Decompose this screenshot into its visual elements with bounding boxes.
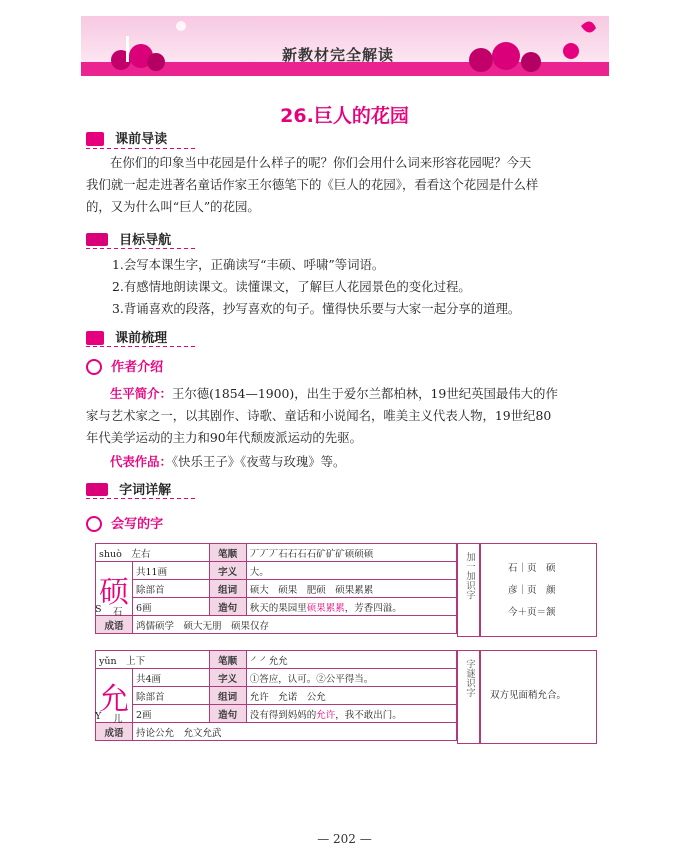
works-text: 《快乐王子》《夜莺与玫瑰》等。: [171, 454, 346, 469]
author-bio-line-3: 年代美学运动的主力和90年代颓废派运动的先驱。: [86, 430, 362, 445]
label-sentence: 造句: [209, 598, 246, 616]
write-chars-heading-block: [86, 513, 163, 532]
stroke-count: 共11画: [133, 562, 210, 580]
char-pinyin: shuò 左右: [96, 544, 210, 562]
label-sentence: 造句: [209, 705, 246, 723]
char-idioms: 鸿儒硕学 硕大无朋 硕果仅存: [133, 616, 457, 634]
review-heading: 课前梳理: [115, 331, 168, 346]
page-number: — 202 —: [317, 832, 372, 846]
label-phrases: 组词: [209, 687, 246, 705]
char-strokes: 丆丆丆石石石石矿矿矿硕硕硕: [246, 544, 456, 562]
divider: [86, 148, 196, 149]
char-card-shuo: [95, 543, 457, 634]
char-idioms: 持论公允 允文允武: [133, 723, 457, 741]
author-bio-line-1: [110, 383, 615, 405]
char-card-yun: [95, 650, 457, 741]
chapter-title: 26.巨人的花园: [280, 105, 409, 127]
char-sentence: 秋天的果园里硕果累累，芳香四溢。: [246, 598, 456, 616]
side-content: 双方见面稍允合。: [490, 690, 567, 701]
label-idioms: 成语: [96, 723, 133, 741]
preview-heading: 课前导读: [115, 132, 168, 147]
char-sentence: 没有得到妈妈的允许，我不敢出门。: [246, 705, 456, 723]
character: 硕: [96, 562, 133, 616]
goals-heading: 目标导航: [119, 233, 172, 248]
label-meaning: 字义: [209, 562, 246, 580]
index-letter: S: [95, 604, 102, 615]
side-line: 彦｜页 颜: [508, 585, 556, 596]
bio-text-1: 王尔德(1854—1900)，出生于爱尔兰都柏林，19世纪英国最伟大的作: [171, 386, 558, 401]
char-meaning: ①答应，认可。②公平得当。: [246, 669, 456, 687]
label-meaning: 字义: [209, 669, 246, 687]
divider: [86, 498, 196, 499]
works-label: 代表作品：: [110, 454, 172, 469]
side-label: 字谜识字: [464, 659, 475, 697]
side-label: 加一加识字: [464, 552, 475, 600]
preview-line-2: 我们就一起走进著名童话作家王尔德笔下的《巨人的花园》，看看这个花园是什么样: [86, 177, 539, 192]
preview-line-1: 在你们的印象当中花园是什么样子的呢？你们会用什么词来形容花园呢？今天: [110, 155, 532, 170]
preview-line-3: 的，又为什么叫“巨人”的花园。: [86, 199, 260, 214]
side-label-box: [457, 650, 481, 744]
char-strokes: ㇒㇒允允: [246, 651, 456, 669]
char-phrases: 硕大 硕果 肥硕 硕果累累: [246, 580, 456, 598]
side-content-box: [479, 543, 597, 637]
char-phrases: 允许 允诺 公允: [246, 687, 456, 705]
goal-item-1: 1.会写本课生字，正确读写“丰硕、呼啸”等词语。: [112, 257, 385, 272]
label-radical: 除部首: [133, 687, 210, 705]
goal-item-3: 3.背诵喜欢的段落，抄写喜欢的句子。懂得快乐要与大家一起分享的道理。: [112, 301, 521, 316]
author-heading: 作者介绍: [111, 360, 164, 375]
index-letter: Y: [95, 711, 102, 722]
label-phrases: 组词: [209, 580, 246, 598]
side-line: 石｜页 硕: [508, 563, 556, 574]
magnifier-icon: [86, 516, 102, 532]
words-heading-block: [86, 479, 171, 498]
author-heading-block: [86, 356, 163, 375]
stack-icon: [86, 483, 108, 496]
book-icon: [86, 132, 104, 146]
radical: 儿: [113, 714, 123, 725]
label-radical: 除部首: [133, 580, 210, 598]
side-content: [480, 544, 596, 624]
review-heading-block: [86, 327, 167, 346]
stroke-count: 共4画: [133, 669, 210, 687]
side-label-box: [457, 543, 481, 637]
magnifier-icon: [86, 359, 102, 375]
write-chars-heading: 会写的字: [111, 517, 164, 532]
divider: [86, 346, 196, 347]
label-strokes: 笔顺: [209, 544, 246, 562]
radical-strokes: 2画: [133, 705, 210, 723]
author-bio-line-2: 家与艺术家之一，以其剧作、诗歌、童话和小说闻名，唯美主义代表人物，19世纪80: [86, 408, 552, 423]
side-content-box: [479, 650, 597, 744]
char-meaning: 大。: [246, 562, 456, 580]
label-idioms: 成语: [96, 616, 133, 634]
bio-label: 生平简介：: [110, 386, 172, 401]
divider: [86, 248, 196, 249]
radical: 石: [113, 607, 123, 618]
author-works: [110, 451, 345, 473]
notebook-icon: [86, 331, 104, 345]
preview-heading-block: [86, 128, 167, 147]
words-heading: 字词详解: [119, 483, 172, 498]
character: 允: [96, 669, 133, 723]
char-pinyin: yǔn 上下: [96, 651, 210, 669]
goals-heading-block: [86, 229, 171, 248]
side-line: 今＋页＝颔: [508, 607, 556, 618]
label-strokes: 笔顺: [209, 651, 246, 669]
radical-strokes: 6画: [133, 598, 210, 616]
banner-title: 新教材完全解读: [281, 46, 394, 64]
books-icon: [86, 233, 108, 246]
goal-item-2: 2.有感情地朗读课文。读懂课文，了解巨人花园景色的变化过程。: [112, 279, 471, 294]
